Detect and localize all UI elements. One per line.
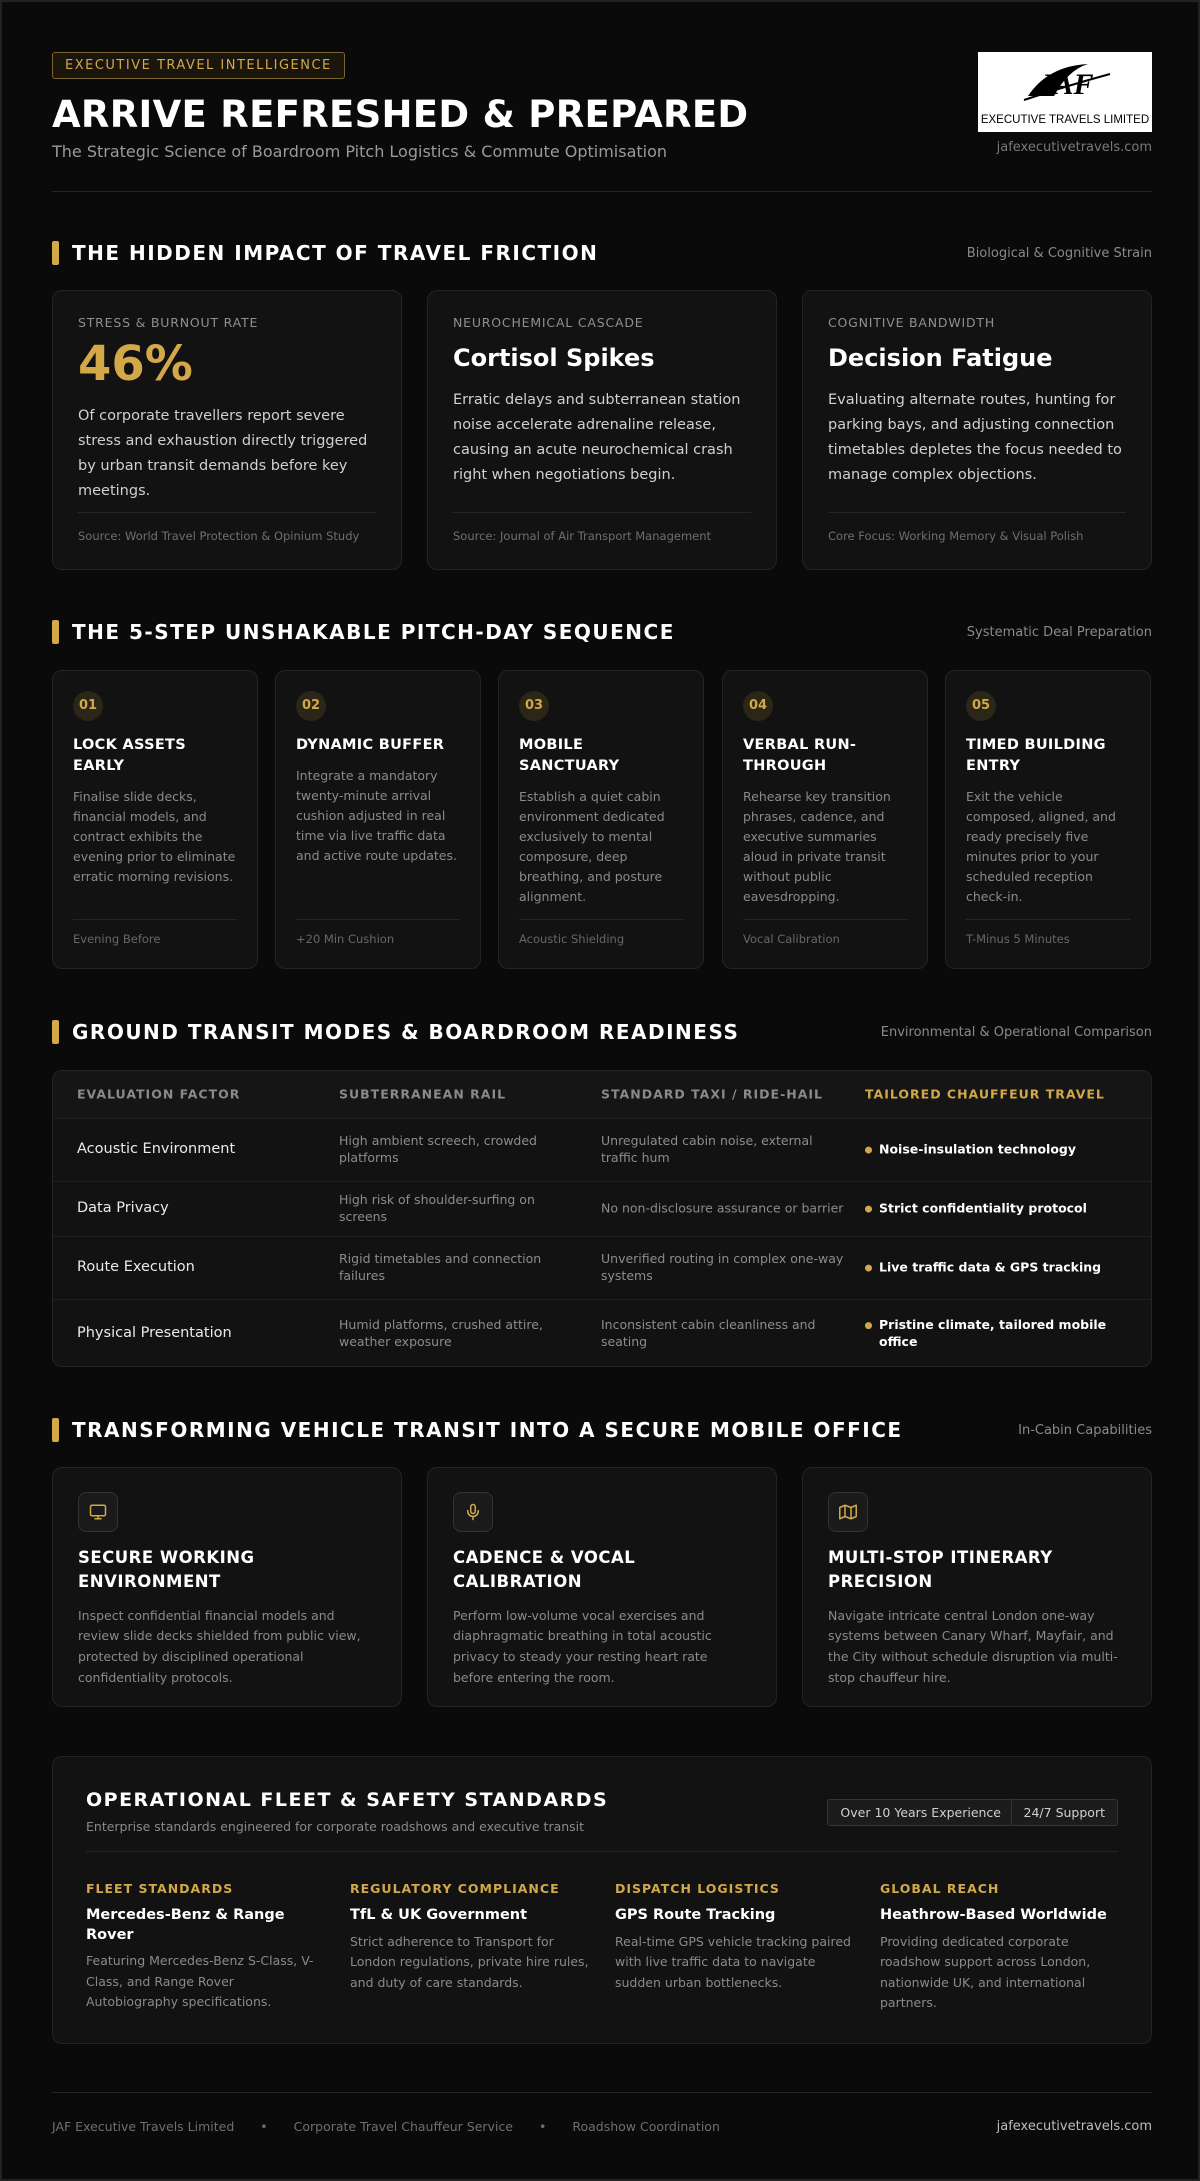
step-number: 02: [296, 691, 326, 721]
fleet-column-value: GPS Route Tracking: [615, 1907, 776, 1923]
section-accent-bar: [52, 1418, 59, 1442]
fleet-subtitle: Enterprise standards engineered for corporate roadshows and executive transit: [86, 1819, 585, 1834]
transit-comparison-table: [52, 1070, 1152, 1367]
gold-dot-icon: [865, 1206, 872, 1213]
gold-dot-icon: [865, 1265, 872, 1272]
table-row: [53, 1119, 1151, 1182]
office-card-itinerary: [802, 1467, 1152, 1707]
impact-card-headline: Cortisol Spikes: [453, 344, 655, 372]
header-tag: EXECUTIVE TRAVEL INTELLIGENCE: [52, 52, 345, 79]
fleet-column-standards: [86, 1881, 326, 2013]
transit-section-title: GROUND TRANSIT MODES & BOARDROOM READINESS: [72, 1020, 740, 1044]
header-website[interactable]: jafexecutivetravels.com: [996, 140, 1152, 155]
fleet-column-key: REGULATORY COMPLIANCE: [350, 1881, 560, 1896]
table-row: [53, 1182, 1151, 1237]
table-cell-rail: High risk of shoulder-surfing on screens: [339, 1192, 535, 1224]
impact-card-body: Evaluating alternate routes, hunting for parking bays, and adjusting connection timetables depletes the focus needed to manage complex objections.: [828, 392, 1122, 483]
step-card-1: [52, 670, 258, 969]
page-subtitle: The Strategic Science of Boardroom Pitch Logistics & Commute Optimisation: [52, 142, 668, 161]
impact-card-fatigue: [802, 290, 1152, 570]
impact-section-header: [52, 240, 1152, 266]
column-header: STANDARD TAXI / RIDE-HAIL: [601, 1086, 824, 1102]
experience-badge: Over 10 Years Experience: [827, 1799, 1014, 1826]
steps-section-header: [52, 619, 1152, 645]
step-footer: Vocal Calibration: [743, 919, 907, 946]
table-cell-rail: Humid platforms, crushed attire, weather exposure: [339, 1317, 543, 1349]
impact-card-body: Of corporate travellers report severe stress and exhaustion directly triggered by urban transit demands before key meetings.: [78, 408, 368, 499]
impact-card-stat: 46%: [78, 336, 193, 392]
fleet-column-dispatch: [615, 1881, 855, 1993]
office-card-title: SECURE WORKING ENVIRONMENT: [78, 1548, 255, 1591]
table-cell-chauffeur: [865, 1142, 1135, 1159]
step-title: LOCK ASSETS EARLY: [73, 737, 186, 775]
impact-card-label: NEUROCHEMICAL CASCADE: [453, 315, 644, 330]
fleet-column-desc: Real-time GPS vehicle tracking paired with live traffic data to navigate sudden urban bottlenecks.: [615, 1933, 851, 1990]
table-cell-taxi: No non-disclosure assurance or barrier: [601, 1200, 844, 1216]
office-section-title: TRANSFORMING VEHICLE TRANSIT INTO A SECURE MOBILE OFFICE: [72, 1418, 903, 1442]
step-card-5: [945, 670, 1151, 969]
footer-website[interactable]: jafexecutivetravels.com: [996, 2119, 1152, 2134]
step-body: Finalise slide decks, financial models, and contract exhibits the evening prior to eliminate erratic morning revisions.: [73, 789, 236, 885]
fleet-column-compliance: [350, 1881, 590, 1993]
table-cell-rail: High ambient screech, crowded platforms: [339, 1133, 537, 1165]
step-number: 03: [519, 691, 549, 721]
step-title: TIMED BUILDING ENTRY: [966, 737, 1106, 775]
impact-card-body: Erratic delays and subterranean station noise accelerate adrenaline release, causing an acute neurochemical crash right when negotiations begin.: [453, 392, 741, 483]
office-card-body: Navigate intricate central London one-way systems between Canary Wharf, Mayfair, and the City without schedule disruption via multi-stop chauffeur hire.: [828, 1607, 1118, 1685]
jaf-logo-icon: [1018, 56, 1114, 106]
page-title: ARRIVE REFRESHED & PREPARED: [52, 93, 749, 136]
table-cell-chauffeur: [865, 1201, 1135, 1218]
office-section-header: [52, 1417, 1152, 1443]
table-row: [53, 1237, 1151, 1300]
impact-card-stress: [52, 290, 402, 570]
logo-text: EXECUTIVE TRAVELS LIMITED: [980, 114, 1150, 126]
column-header: EVALUATION FACTOR: [77, 1086, 241, 1102]
step-card-3: [498, 670, 704, 969]
microphone-icon: [453, 1492, 493, 1532]
table-cell-taxi: Inconsistent cabin cleanliness and seating: [601, 1317, 816, 1349]
steps-section-title: THE 5-STEP UNSHAKABLE PITCH-DAY SEQUENCE: [72, 620, 675, 644]
table-cell-rail: Rigid timetables and connection failures: [339, 1251, 542, 1283]
step-footer: T-Minus 5 Minutes: [966, 919, 1130, 946]
footer-separator: •: [260, 2119, 268, 2134]
footer-roadshow: Roadshow Coordination: [572, 2119, 720, 2134]
section-accent-bar: [52, 241, 59, 265]
impact-card-cortisol: [427, 290, 777, 570]
table-cell-chauffeur-text: Pristine climate, tailored mobile office: [879, 1317, 1107, 1349]
fleet-standards-panel: [52, 1756, 1152, 2044]
fleet-column-desc: Featuring Mercedes-Benz S-Class, V-Class, and Range Rover Autobiography specifications.: [86, 1953, 314, 2010]
step-body: Integrate a mandatory twenty-minute arrival cushion adjusted in real time via live traffic data and active route updates.: [296, 768, 457, 864]
step-footer: Evening Before: [73, 919, 237, 946]
office-card-body: Perform low-volume vocal exercises and diaphragmatic breathing in total acoustic privacy to steady your resting heart rate before entering the room.: [453, 1607, 712, 1685]
map-icon: [828, 1492, 868, 1532]
fleet-column-key: DISPATCH LOGISTICS: [615, 1881, 780, 1896]
step-number: 04: [743, 691, 773, 721]
table-cell-factor: Acoustic Environment: [77, 1141, 236, 1158]
office-card-body: Inspect confidential financial models and review slide decks shielded from public view, protected by disciplined operational confidentiality protocols.: [78, 1607, 361, 1685]
transit-section-aside: Environmental & Operational Comparison: [880, 1025, 1152, 1040]
office-section-aside: In-Cabin Capabilities: [1018, 1423, 1152, 1438]
fleet-column-value: Heathrow-Based Worldwide: [880, 1907, 1107, 1923]
step-footer: Acoustic Shielding: [519, 919, 683, 946]
footer-separator: •: [538, 2119, 547, 2134]
transit-section-header: [52, 1019, 1152, 1045]
table-header-row: [53, 1071, 1151, 1119]
impact-card-source: Core Focus: Working Memory & Visual Polish: [828, 512, 1126, 543]
column-header-highlight: TAILORED CHAUFFEUR TRAVEL: [865, 1086, 1105, 1102]
table-cell-factor: Physical Presentation: [77, 1325, 232, 1342]
table-row: [53, 1300, 1151, 1367]
step-card-2: [275, 670, 481, 969]
divider: [86, 1851, 1118, 1852]
office-card-title: CADENCE & VOCAL CALIBRATION: [453, 1548, 636, 1591]
table-cell-taxi: Unregulated cabin noise, external traffic hum: [601, 1133, 813, 1165]
impact-section-title: THE HIDDEN IMPACT OF TRAVEL FRICTION: [72, 241, 599, 265]
gold-dot-icon: [865, 1322, 872, 1329]
fleet-column-value: Mercedes-Benz & Range Rover: [86, 1907, 285, 1943]
table-cell-factor: Data Privacy: [77, 1200, 169, 1217]
steps-section-aside: Systematic Deal Preparation: [966, 625, 1152, 640]
monitor-icon: [78, 1492, 118, 1532]
office-card-vocal: [427, 1467, 777, 1707]
page-footer: [52, 2092, 1152, 2152]
fleet-column-key: GLOBAL REACH: [880, 1881, 1000, 1896]
fleet-column-value: TfL & UK Government: [350, 1907, 528, 1923]
footer-links: [52, 2119, 742, 2134]
table-cell-chauffeur-text: Noise-insulation technology: [879, 1141, 1076, 1157]
fleet-column-reach: [880, 1881, 1120, 2014]
office-card-title: MULTI-STOP ITINERARY PRECISION: [828, 1548, 1053, 1591]
step-body: Rehearse key transition phrases, cadence, and executive summaries aloud in private transit without public eavesdropping.: [743, 789, 891, 905]
step-body: Establish a quiet cabin environment dedicated exclusively to mental composure, deep breathing, and posture alignment.: [519, 789, 665, 905]
fleet-column-desc: Providing dedicated corporate roadshow support across London, nationwide UK, and international partners.: [880, 1933, 1091, 2011]
section-accent-bar: [52, 620, 59, 644]
column-header: SUBTERRANEAN RAIL: [339, 1086, 507, 1102]
step-number: 01: [73, 691, 103, 721]
table-cell-chauffeur: [865, 1260, 1135, 1277]
footer-service: Corporate Travel Chauffeur Service: [293, 2119, 513, 2134]
step-card-4: [722, 670, 928, 969]
gold-dot-icon: [865, 1147, 872, 1154]
impact-card-source: Source: Journal of Air Transport Management: [453, 512, 751, 543]
step-body: Exit the vehicle composed, aligned, and ready precisely five minutes prior to your scheduled reception check-in.: [966, 789, 1116, 905]
impact-section-aside: Biological & Cognitive Strain: [966, 246, 1152, 261]
footer-company: JAF Executive Travels Limited: [52, 2119, 235, 2134]
impact-card-headline: Decision Fatigue: [828, 344, 1053, 372]
svg-text:JAF: JAF: [1038, 68, 1094, 101]
table-cell-chauffeur: [865, 1317, 1135, 1351]
impact-card-source: Source: World Travel Protection & Opinium Study: [78, 512, 376, 543]
office-card-secure: [52, 1467, 402, 1707]
step-footer: +20 Min Cushion: [296, 919, 460, 946]
step-title: MOBILE SANCTUARY: [519, 737, 620, 775]
table-cell-chauffeur-text: Strict confidentiality protocol: [879, 1200, 1087, 1216]
page-header: [52, 52, 1152, 192]
step-title: DYNAMIC BUFFER: [296, 737, 445, 753]
table-cell-taxi: Unverified routing in complex one-way systems: [601, 1251, 844, 1283]
fleet-title: OPERATIONAL FLEET & SAFETY STANDARDS: [86, 1789, 609, 1811]
support-badge: 24/7 Support: [1011, 1799, 1118, 1826]
company-logo[interactable]: [978, 52, 1152, 132]
section-accent-bar: [52, 1020, 59, 1044]
impact-card-label: COGNITIVE BANDWIDTH: [828, 315, 996, 330]
impact-card-label: STRESS & BURNOUT RATE: [78, 315, 259, 330]
fleet-column-desc: Strict adherence to Transport for London regulations, private hire rules, and duty of care standards.: [350, 1933, 589, 1990]
step-number: 05: [966, 691, 996, 721]
table-cell-factor: Route Execution: [77, 1259, 195, 1276]
table-cell-chauffeur-text: Live traffic data & GPS tracking: [879, 1259, 1102, 1275]
fleet-column-key: FLEET STANDARDS: [86, 1881, 234, 1896]
step-title: VERBAL RUN-THROUGH: [743, 737, 857, 775]
